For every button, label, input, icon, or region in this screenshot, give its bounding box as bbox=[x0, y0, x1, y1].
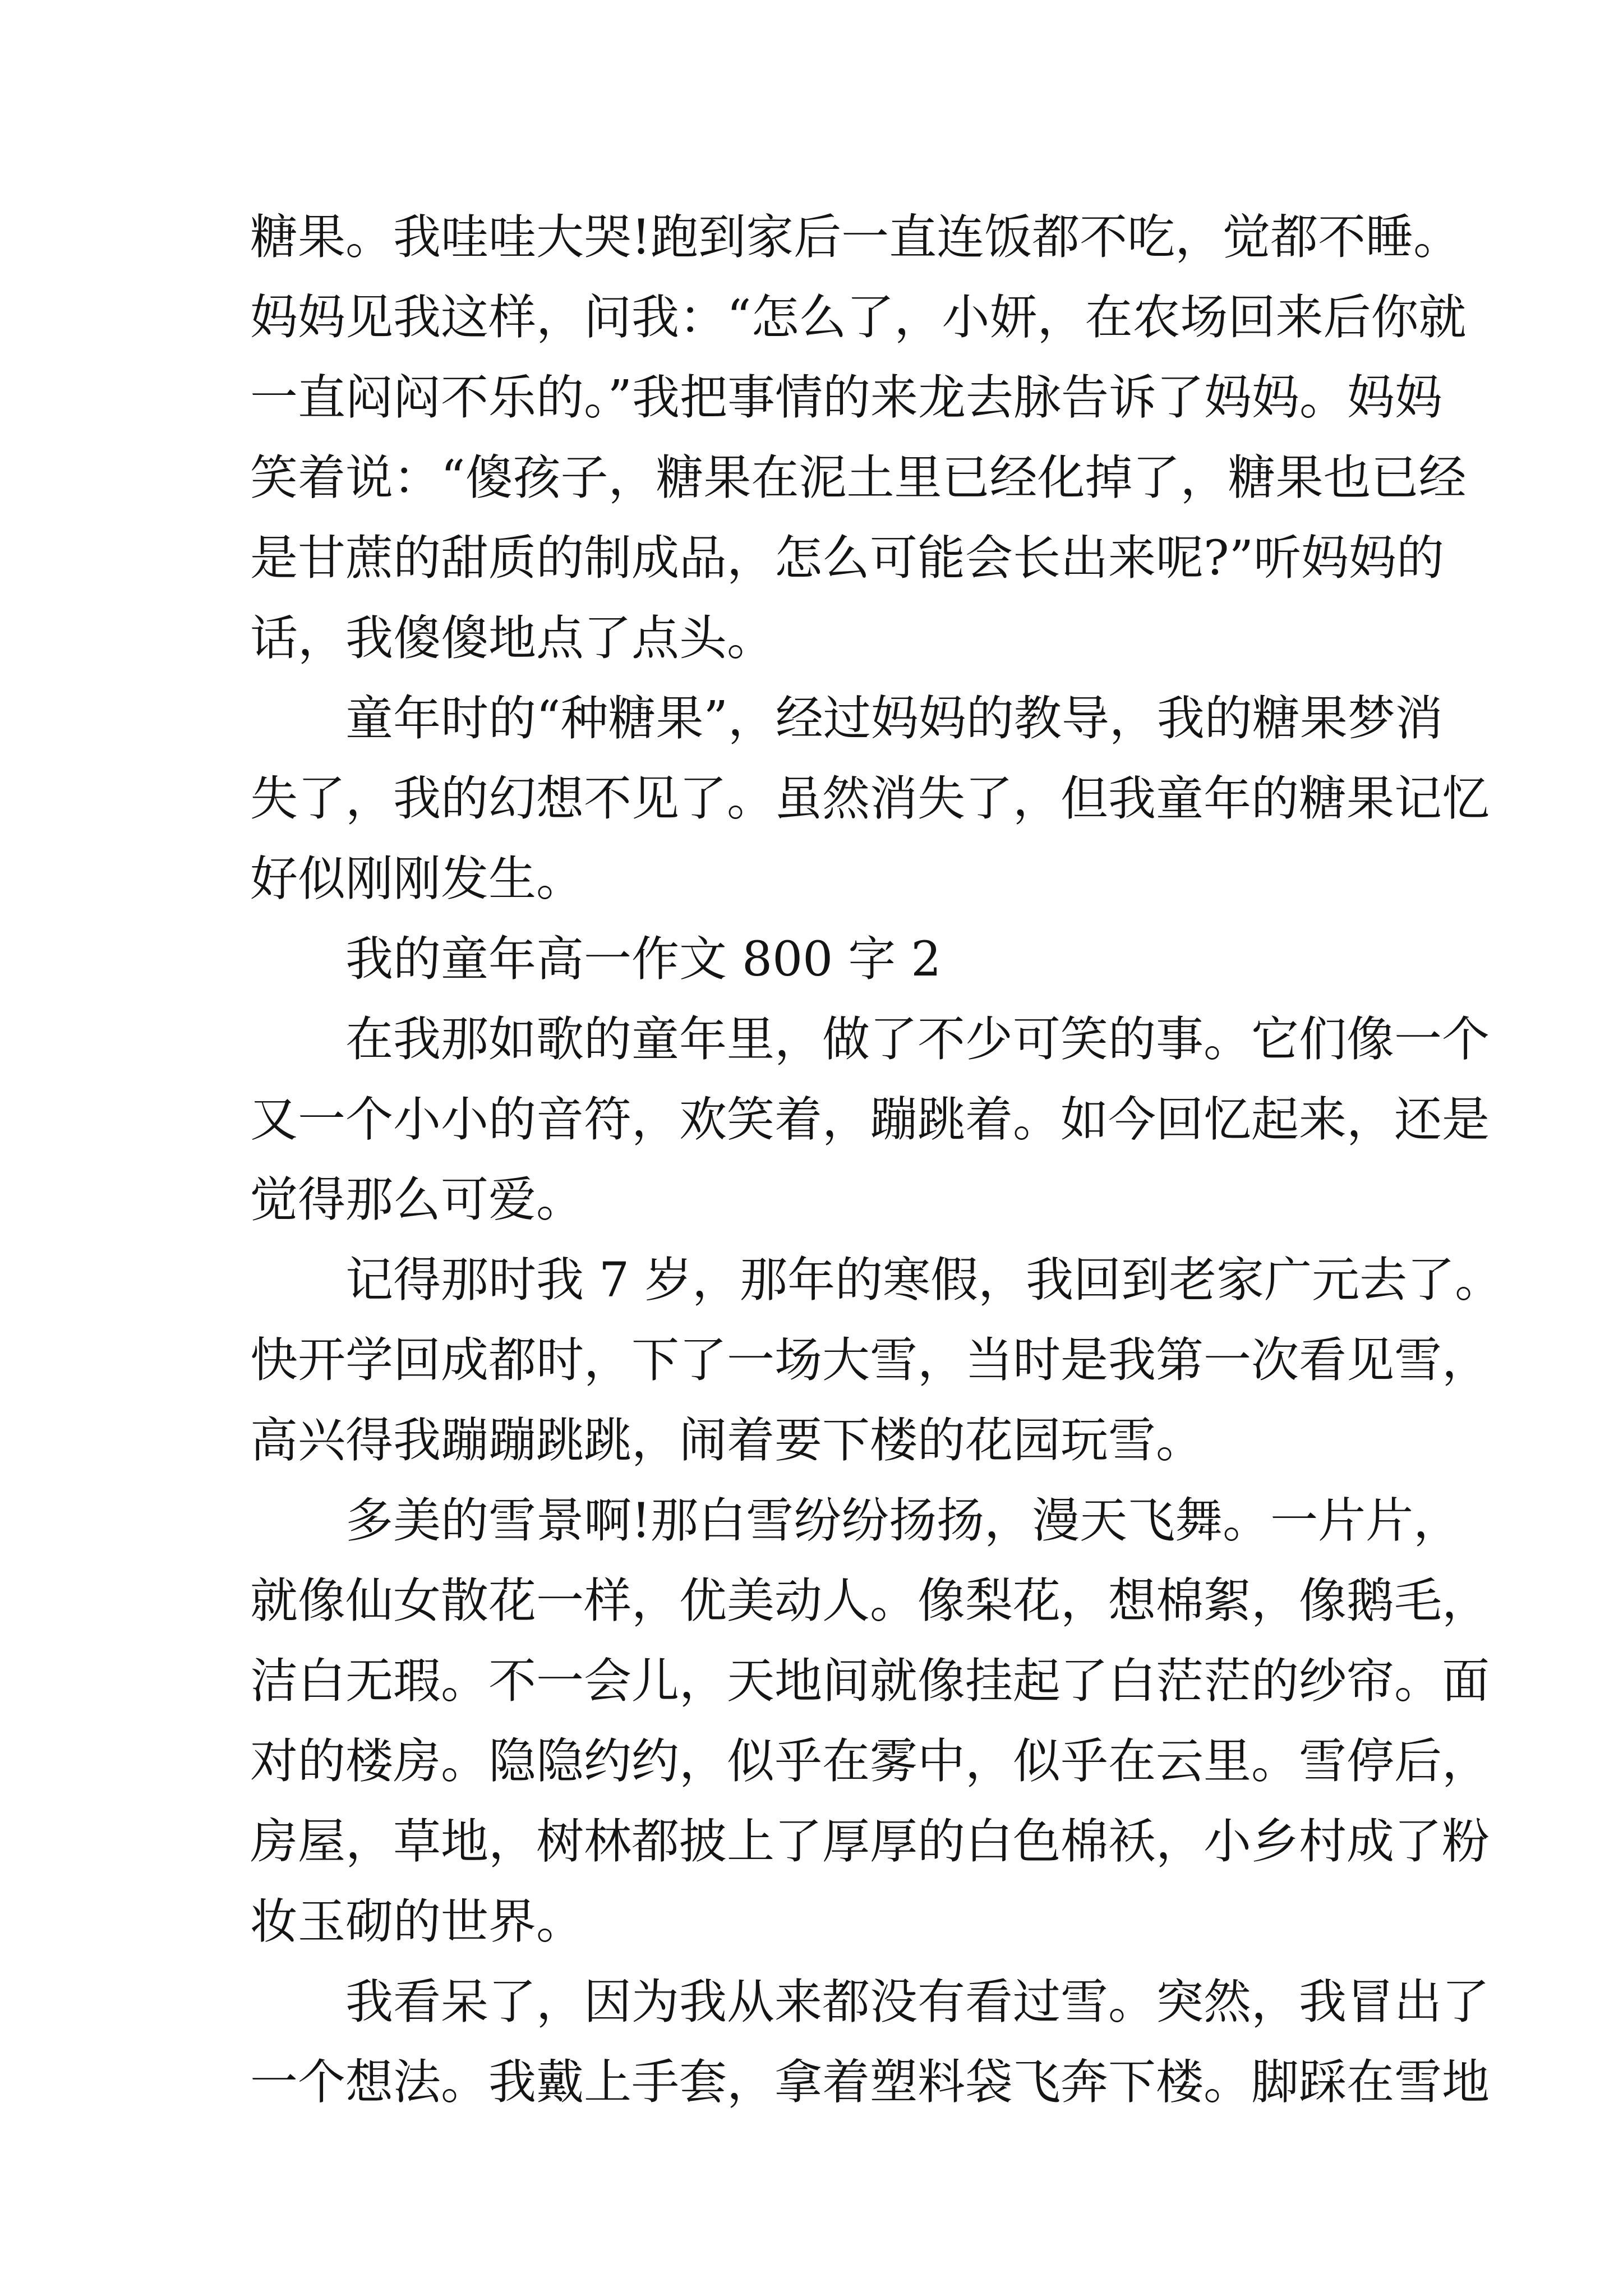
text-line: 洁白无瑕。不一会儿，天地间就像挂起了白茫茫的纱帘。面 bbox=[250, 1654, 1490, 1709]
text-line: 又一个小小的音符，欢笑着，蹦跳着。如今回忆起来，还是 bbox=[250, 1092, 1490, 1148]
paragraph bbox=[250, 1481, 1490, 1962]
paragraph bbox=[250, 679, 1490, 919]
text-line: 话，我傻傻地点了点头。 bbox=[250, 611, 775, 666]
text-line: 童年时的“种糖果”，经过妈妈的教导，我的糖果梦消 bbox=[345, 691, 1443, 747]
paragraph-continued bbox=[250, 197, 1467, 679]
text-line: 记得那时我 7 岁，那年的寒假，我回到老家广元去了。 bbox=[345, 1253, 1503, 1308]
text-line: 一个想法。我戴上手套，拿着塑料袋飞奔下楼。脚踩在雪地 bbox=[250, 2055, 1490, 2110]
text-line: 笑着说：“傻孩子，糖果在泥土里已经化掉了，糖果也已经 bbox=[250, 450, 1467, 506]
text-line: 糖果。我哇哇大哭!跑到家后一直连饭都不吃，觉都不睡。 bbox=[250, 210, 1461, 265]
section-heading bbox=[250, 919, 1394, 1000]
text-line: 对的楼房。隐隐约约，似乎在雾中，似乎在云里。雪停后， bbox=[250, 1734, 1490, 1789]
text-line: 一直闷闷不乐的。”我把事情的来龙去脉告诉了妈妈。妈妈 bbox=[250, 370, 1442, 426]
paragraph bbox=[250, 1962, 1490, 2123]
text-line: 妆玉砌的世界。 bbox=[250, 1894, 584, 1950]
paragraph bbox=[250, 1240, 1503, 1481]
text-line: 就像仙女散花一样，优美动人。像梨花，想棉絮，像鹅毛， bbox=[250, 1573, 1490, 1629]
text-line: 多美的雪景啊!那白雪纷纷扬扬，漫天飞舞。一片片， bbox=[345, 1493, 1461, 1549]
text-line: 快开学回成都时，下了一场大雪，当时是我第一次看见雪， bbox=[250, 1333, 1490, 1388]
heading-text: 我的童年高一作文 800 字 2 bbox=[345, 932, 942, 987]
text-line: 高兴得我蹦蹦跳跳，闹着要下楼的花园玩雪。 bbox=[250, 1413, 1204, 1469]
text-line: 房屋，草地，树林都披上了厚厚的白色棉袄，小乡村成了粉 bbox=[250, 1814, 1490, 1870]
text-line: 好似刚刚发生。 bbox=[250, 852, 584, 907]
document-page bbox=[250, 197, 1503, 2123]
text-line: 是甘蔗的甜质的制成品，怎么可能会长出来呢?”听妈妈的 bbox=[250, 531, 1445, 586]
text-line: 我看呆了，因为我从来都没有看过雪。突然，我冒出了 bbox=[345, 1975, 1490, 2030]
text-line: 觉得那么可爱。 bbox=[250, 1172, 584, 1228]
text-line: 在我那如歌的童年里，做了不少可笑的事。它们像一个 bbox=[345, 1012, 1490, 1068]
text-line: 妈妈见我这样，问我：“怎么了，小妍，在农场回来后你就 bbox=[250, 290, 1467, 346]
paragraph bbox=[250, 1000, 1490, 1240]
text-line: 失了，我的幻想不见了。虽然消失了，但我童年的糖果记忆 bbox=[250, 771, 1490, 827]
